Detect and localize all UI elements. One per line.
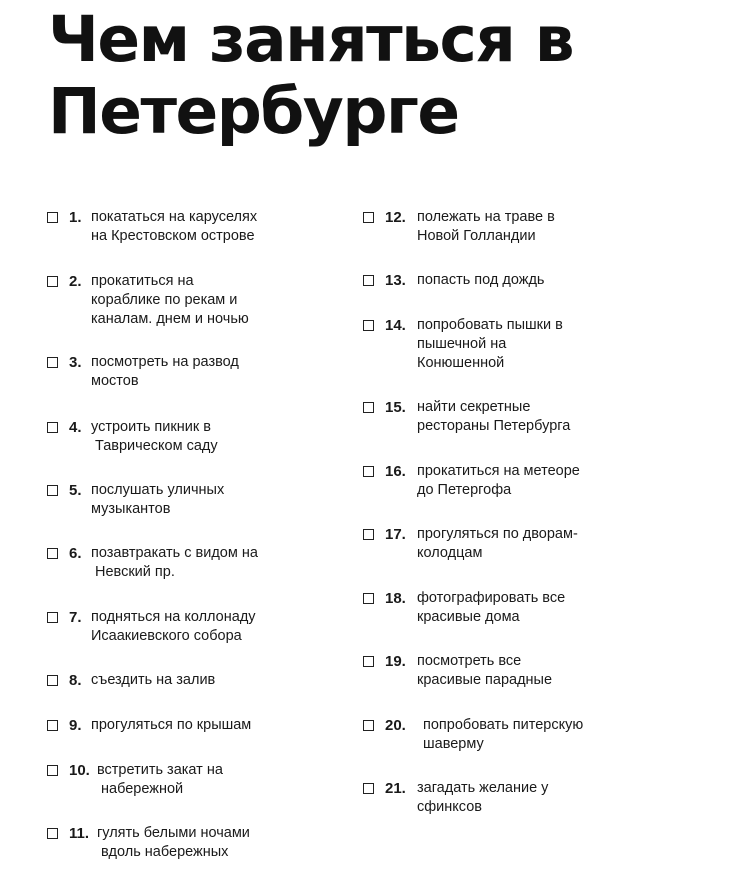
checklist-item: [363, 271, 544, 290]
item-text-line: до Петергофа: [417, 482, 512, 498]
checklist-item: [47, 481, 224, 519]
checklist-item: [363, 398, 570, 436]
checkbox[interactable]: [363, 529, 374, 540]
item-number: 18.: [385, 590, 406, 607]
checkbox[interactable]: [363, 656, 374, 667]
item-text-line: красивые дома: [417, 609, 520, 625]
item-text-line: набережной: [101, 781, 184, 797]
checkbox[interactable]: [47, 612, 58, 623]
checklist-item: [47, 418, 218, 456]
item-text-line: посмотреть на развод: [91, 354, 239, 370]
item-number: 4.: [69, 419, 82, 436]
item-number: 12.: [385, 209, 406, 226]
checklist-item: [363, 589, 565, 627]
item-text-line: рестораны Петербурга: [417, 418, 571, 434]
checkbox[interactable]: [47, 212, 58, 223]
item-number: 19.: [385, 653, 406, 670]
item-text-line: вдоль набережных: [101, 844, 229, 860]
item-text-line: гулять белыми ночами: [97, 825, 250, 841]
checklist-item: [363, 716, 583, 754]
item-number: 21.: [385, 780, 406, 797]
checkbox[interactable]: [47, 276, 58, 287]
item-text-line: покататься на каруселях: [91, 209, 258, 225]
checkbox[interactable]: [47, 485, 58, 496]
item-text-line: пышечной на: [417, 336, 507, 352]
checklist-item: [363, 208, 555, 246]
checkbox[interactable]: [363, 275, 374, 286]
checklist-item: [47, 608, 256, 646]
checklist-item: [47, 353, 239, 391]
item-number: 3.: [69, 354, 82, 371]
page-title: [48, 4, 573, 148]
item-text-line: послушать уличных: [91, 482, 225, 498]
item-text-line: найти секретные: [417, 399, 531, 415]
item-text-line: кораблике по рекам и: [91, 292, 238, 308]
item-text-line: попасть под дождь: [417, 272, 545, 288]
item-text-line: прогуляться по крышам: [91, 717, 252, 733]
checkbox[interactable]: [363, 593, 374, 604]
item-number: 8.: [69, 672, 82, 689]
checkbox[interactable]: [363, 320, 374, 331]
item-text-line: съездить на залив: [91, 672, 216, 688]
item-text-line: Конюшенной: [417, 355, 505, 371]
item-text-line: музыкантов: [91, 501, 171, 517]
item-text-line: позавтракать с видом на: [91, 545, 258, 561]
item-number: 1.: [69, 209, 82, 226]
checklist-item: [363, 525, 578, 563]
checkbox[interactable]: [47, 422, 58, 433]
item-number: 2.: [69, 273, 82, 290]
item-number: 9.: [69, 717, 82, 734]
checklist-item: [47, 824, 250, 862]
item-number: 17.: [385, 526, 406, 543]
checklist-item: [47, 671, 215, 690]
item-text-line: устроить пикник в: [91, 419, 211, 435]
item-number: 14.: [385, 317, 406, 334]
item-number: 7.: [69, 609, 82, 626]
item-number: 5.: [69, 482, 82, 499]
checkbox[interactable]: [363, 466, 374, 477]
item-text-line: сфинксов: [417, 799, 482, 815]
checklist-item: [47, 272, 249, 329]
item-text-line: попробовать пышки в: [417, 317, 563, 333]
item-text-line: колодцам: [417, 545, 483, 561]
item-text-line: подняться на коллонаду: [91, 609, 256, 625]
item-number: 20.: [385, 717, 406, 734]
item-number: 13.: [385, 272, 406, 289]
item-number: 10.: [69, 762, 90, 779]
item-text-line: Новой Голландии: [417, 228, 536, 244]
checkbox[interactable]: [363, 783, 374, 794]
checklist-item: [363, 462, 580, 500]
item-text-line: на Крестовском острове: [91, 228, 255, 244]
checklist-item: [363, 779, 548, 817]
checkbox[interactable]: [47, 675, 58, 686]
checklist-item: [47, 716, 251, 735]
item-text-line: прокатиться на: [91, 273, 194, 289]
item-text-line: загадать желание у: [417, 780, 549, 796]
item-text-line: мостов: [91, 373, 139, 389]
checklist-item: [363, 652, 552, 690]
item-text-line: прокатиться на метеоре: [417, 463, 580, 479]
checkbox[interactable]: [363, 402, 374, 413]
checklist-item: [363, 316, 563, 373]
item-text-line: Невский пр.: [95, 564, 175, 580]
item-text-line: фотографировать все: [417, 590, 566, 606]
item-text-line: каналам. днем и ночью: [91, 311, 249, 327]
title-line-1: Чем заняться в: [48, 3, 574, 76]
checkbox[interactable]: [47, 357, 58, 368]
checkbox[interactable]: [47, 720, 58, 731]
item-text-line: шаверму: [423, 736, 484, 752]
item-text-line: встретить закат на: [97, 762, 223, 778]
item-text-line: посмотреть все: [417, 653, 522, 669]
checklist-item: [47, 761, 223, 799]
item-number: 16.: [385, 463, 406, 480]
item-number: 11.: [69, 825, 90, 842]
title-line-2: Петербурге: [48, 75, 459, 148]
checklist-item: [47, 544, 258, 582]
item-text-line: прогуляться по дворам-: [417, 526, 578, 542]
checklist-item: [47, 208, 257, 246]
item-text-line: Исаакиевского собора: [91, 628, 242, 644]
item-text-line: Таврическом саду: [95, 438, 218, 454]
checkbox[interactable]: [363, 720, 374, 731]
item-number: 6.: [69, 545, 82, 562]
item-text-line: попробовать питерскую: [423, 717, 584, 733]
checkbox[interactable]: [47, 548, 58, 559]
item-text-line: красивые парадные: [417, 672, 553, 688]
checkbox[interactable]: [363, 212, 374, 223]
item-text-line: полежать на траве в: [417, 209, 555, 225]
item-number: 15.: [385, 399, 406, 416]
checkbox[interactable]: [47, 828, 58, 839]
checkbox[interactable]: [47, 765, 58, 776]
